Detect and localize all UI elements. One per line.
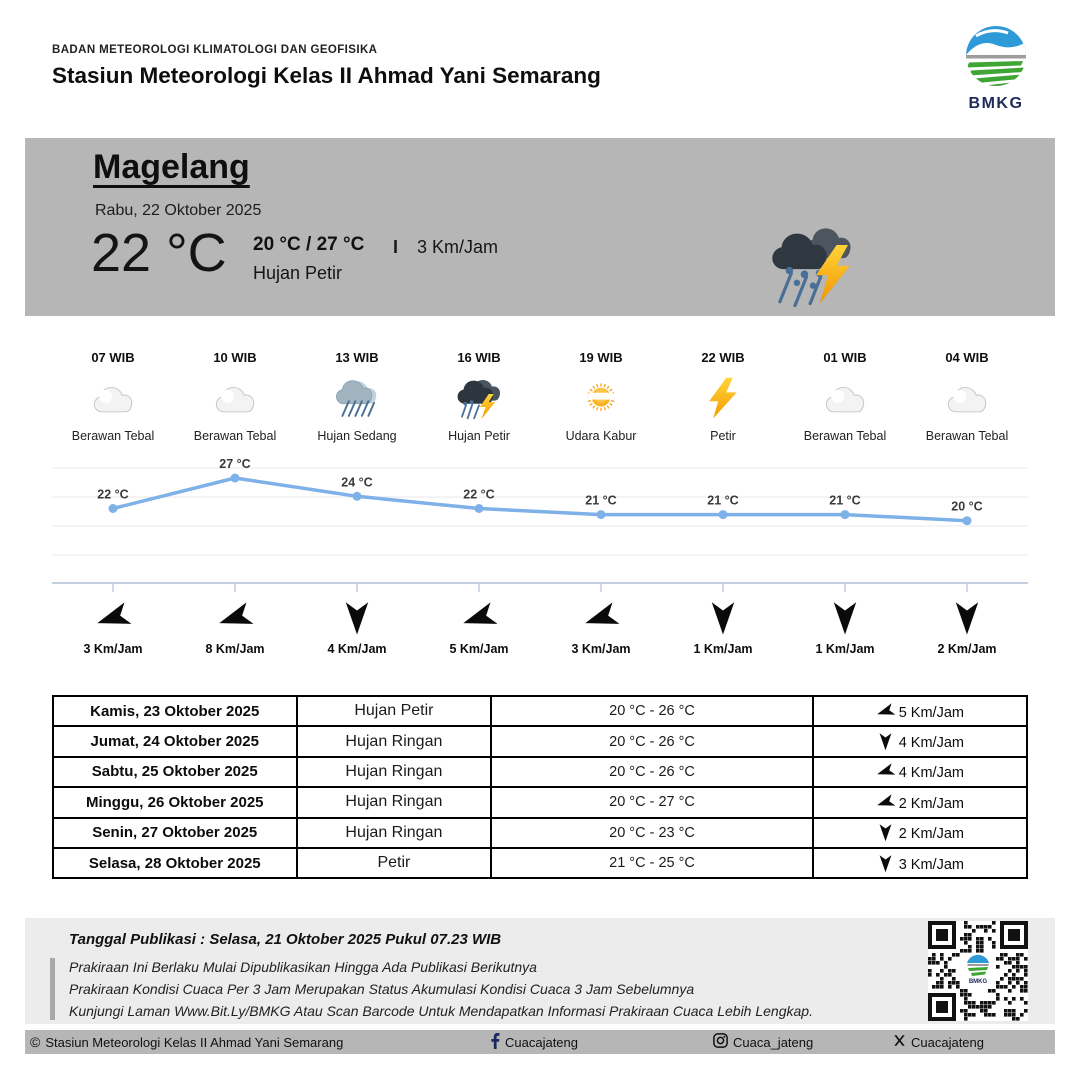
cloud-thick-icon xyxy=(906,372,1028,424)
cloud-thick-icon xyxy=(784,372,906,424)
wind-item xyxy=(540,600,662,656)
forecast-temp-range: 20 °C - 26 °C xyxy=(491,757,812,787)
svg-text:21 °C: 21 °C xyxy=(707,493,739,508)
current-date: Rabu, 22 Oktober 2025 xyxy=(95,202,262,219)
wind-item xyxy=(296,600,418,656)
table-row xyxy=(53,696,1027,726)
wind-direction-icon xyxy=(784,600,906,641)
publication-footer xyxy=(25,918,1055,1024)
forecast-condition: Hujan Ringan xyxy=(297,787,492,817)
facebook-text: Cuacajateng xyxy=(505,1034,578,1050)
wind-direction-icon xyxy=(876,705,899,721)
svg-text:24 °C: 24 °C xyxy=(341,475,373,490)
hourly-item xyxy=(784,350,906,443)
wind-item xyxy=(784,600,906,656)
publication-notes xyxy=(69,956,813,1022)
svg-text:21 °C: 21 °C xyxy=(585,493,617,508)
facebook-icon xyxy=(490,1033,500,1052)
svg-text:BMKG: BMKG xyxy=(968,979,988,985)
forecast-condition: Hujan Ringan xyxy=(297,726,492,756)
publication-label: Tanggal Publikasi : xyxy=(69,931,206,948)
wind-direction-row xyxy=(52,600,1028,656)
svg-text:22 °C: 22 °C xyxy=(97,487,129,502)
forecast-wind: 4 Km/Jam xyxy=(813,757,1027,787)
wind-speed: 1 Km/Jam xyxy=(815,642,875,656)
hourly-item xyxy=(540,350,662,443)
wind-direction-icon xyxy=(876,735,899,751)
svg-text:21 °C: 21 °C xyxy=(829,493,861,508)
x-text: Cuacajateng xyxy=(911,1034,984,1050)
wind-speed: 3 Km/Jam xyxy=(571,642,631,656)
copyright-icon: © xyxy=(30,1034,41,1050)
agency-name: BADAN METEOROLOGI KLIMATOLOGI DAN GEOFISIKA xyxy=(52,44,378,56)
hourly-condition: Berawan Tebal xyxy=(71,429,155,443)
cloud-thick-icon xyxy=(52,372,174,424)
forecast-condition: Hujan Ringan xyxy=(297,818,492,848)
hourly-item xyxy=(418,350,540,443)
note-line: Prakiraan Kondisi Cuaca Per 3 Jam Merupakan Status Akumulasi Kondisi Cuaca 3 Jam Sebelumnya xyxy=(69,981,695,997)
copyright-text: Stasiun Meteorologi Kelas II Ahmad Yani Semarang xyxy=(45,1034,344,1050)
wind-speed: 4 Km/Jam xyxy=(327,642,387,656)
forecast-wind: 2 Km/Jam xyxy=(813,818,1027,848)
storm-rain-icon xyxy=(761,214,865,310)
svg-text:20 °C: 20 °C xyxy=(951,499,983,514)
table-row xyxy=(53,818,1027,848)
facebook-handle[interactable] xyxy=(490,1030,578,1054)
svg-text:22 °C: 22 °C xyxy=(463,487,495,502)
twitter-handle[interactable] xyxy=(893,1030,984,1054)
hourly-condition: Udara Kabur xyxy=(565,429,637,443)
copyright-item xyxy=(30,1030,343,1054)
wind-direction-icon xyxy=(662,600,784,641)
qr-code xyxy=(928,921,1028,1021)
hourly-condition: Hujan Petir xyxy=(448,429,510,443)
forecast-date: Jumat, 24 Oktober 2025 xyxy=(53,726,297,756)
bmkg-logo xyxy=(950,24,1042,113)
x-icon xyxy=(893,1034,906,1050)
forecast-temp-range: 21 °C - 25 °C xyxy=(491,848,812,878)
separator: I xyxy=(393,237,399,257)
wind-item xyxy=(662,600,784,656)
hourly-item xyxy=(662,350,784,443)
forecast-condition: Petir xyxy=(297,848,492,878)
daily-forecast-table xyxy=(52,695,1028,879)
hourly-time: 07 WIB xyxy=(91,350,135,365)
hourly-item xyxy=(906,350,1028,443)
temperature-line-chart xyxy=(52,455,1028,597)
hourly-condition: Hujan Sedang xyxy=(317,429,397,443)
table-row xyxy=(53,726,1027,756)
wind-direction-icon xyxy=(876,765,899,781)
wind-speed: 3 Km/Jam xyxy=(83,642,143,656)
wind-speed: 1 Km/Jam xyxy=(693,642,753,656)
wind-speed: 5 Km/Jam xyxy=(449,642,509,656)
forecast-date: Senin, 27 Oktober 2025 xyxy=(53,818,297,848)
hourly-time: 04 WIB xyxy=(945,350,989,365)
thunder-icon xyxy=(662,372,784,424)
current-wind-speed: 3 Km/Jam xyxy=(417,237,499,257)
svg-text:27 °C: 27 °C xyxy=(219,457,251,471)
publication-value: Selasa, 21 Oktober 2025 Pukul 07.23 WIB xyxy=(209,931,502,948)
wind-item xyxy=(906,600,1028,656)
hourly-forecast-strip xyxy=(52,350,1028,443)
rain-thunder-icon xyxy=(418,372,540,424)
hourly-time: 10 WIB xyxy=(213,350,257,365)
forecast-date: Selasa, 28 Oktober 2025 xyxy=(53,848,297,878)
temp-range-block xyxy=(253,234,364,284)
station-title: Stasiun Meteorologi Kelas II Ahmad Yani Semarang xyxy=(52,63,601,88)
forecast-wind: 4 Km/Jam xyxy=(813,726,1027,756)
forecast-wind: 3 Km/Jam xyxy=(813,848,1027,878)
forecast-wind: 2 Km/Jam xyxy=(813,787,1027,817)
publication-line xyxy=(69,931,501,948)
instagram-icon xyxy=(713,1033,728,1051)
hourly-time: 19 WIB xyxy=(579,350,623,365)
instagram-text: Cuaca_jateng xyxy=(733,1034,814,1050)
current-conditions-banner xyxy=(25,138,1055,316)
wind-item xyxy=(52,600,174,656)
bmkg-logo-icon xyxy=(958,24,1034,94)
hourly-time: 13 WIB xyxy=(335,350,379,365)
forecast-date: Sabtu, 25 Oktober 2025 xyxy=(53,757,297,787)
forecast-temp-range: 20 °C - 27 °C xyxy=(491,787,812,817)
note-line: Kunjungi Laman Www.Bit.Ly/BMKG Atau Scan Barcode Untuk Mendapatkan Informasi Prakiraan Cuaca Lebih Lengkap. xyxy=(69,1003,813,1019)
wind-direction-icon xyxy=(876,826,899,842)
cloud-thick-icon xyxy=(174,372,296,424)
instagram-handle[interactable] xyxy=(713,1030,813,1054)
table-row xyxy=(53,787,1027,817)
note-line: Prakiraan Ini Berlaku Mulai Dipublikasikan Hingga Ada Publikasi Berikutnya xyxy=(69,959,537,975)
wind-direction-icon xyxy=(876,796,899,812)
haze-sun-icon xyxy=(540,372,662,424)
hourly-time: 01 WIB xyxy=(823,350,867,365)
forecast-date: Minggu, 26 Oktober 2025 xyxy=(53,787,297,817)
forecast-temp-range: 20 °C - 26 °C xyxy=(491,696,812,726)
hourly-item xyxy=(52,350,174,443)
wind-direction-icon xyxy=(296,600,418,641)
temperature-chart xyxy=(52,455,1028,602)
notes-divider xyxy=(50,958,55,1020)
wind-item xyxy=(174,600,296,656)
hourly-time: 16 WIB xyxy=(457,350,501,365)
wind-direction-icon xyxy=(174,600,296,641)
hourly-condition: Berawan Tebal xyxy=(193,429,277,443)
wind-item xyxy=(418,600,540,656)
hourly-item xyxy=(174,350,296,443)
hourly-condition: Berawan Tebal xyxy=(803,429,887,443)
hourly-condition: Berawan Tebal xyxy=(925,429,1009,443)
wind-direction-icon xyxy=(876,857,899,873)
forecast-wind: 5 Km/Jam xyxy=(813,696,1027,726)
wind-speed: 8 Km/Jam xyxy=(205,642,265,656)
table-row xyxy=(53,848,1027,878)
table-row xyxy=(53,757,1027,787)
wind-direction-icon xyxy=(540,600,662,641)
city-name: Magelang xyxy=(93,148,250,186)
forecast-date: Kamis, 23 Oktober 2025 xyxy=(53,696,297,726)
hourly-time: 22 WIB xyxy=(701,350,745,365)
forecast-temp-range: 20 °C - 23 °C xyxy=(491,818,812,848)
wind-direction-icon xyxy=(906,600,1028,641)
forecast-condition: Hujan Ringan xyxy=(297,757,492,787)
bmkg-logo-label: BMKG xyxy=(968,95,1024,112)
hourly-item xyxy=(296,350,418,443)
wind-direction-icon xyxy=(52,600,174,641)
rain-moderate-icon xyxy=(296,372,418,424)
wind-speed: 2 Km/Jam xyxy=(937,642,997,656)
hourly-condition: Petir xyxy=(710,429,736,443)
forecast-temp-range: 20 °C - 26 °C xyxy=(491,726,812,756)
wind-direction-icon xyxy=(418,600,540,641)
header xyxy=(52,44,601,89)
social-bar xyxy=(25,1030,1055,1054)
current-condition: Hujan Petir xyxy=(253,263,343,283)
current-temperature: 22 °C xyxy=(91,223,227,283)
temp-range: 20 °C / 27 °C xyxy=(253,234,365,255)
forecast-condition: Hujan Petir xyxy=(297,696,492,726)
